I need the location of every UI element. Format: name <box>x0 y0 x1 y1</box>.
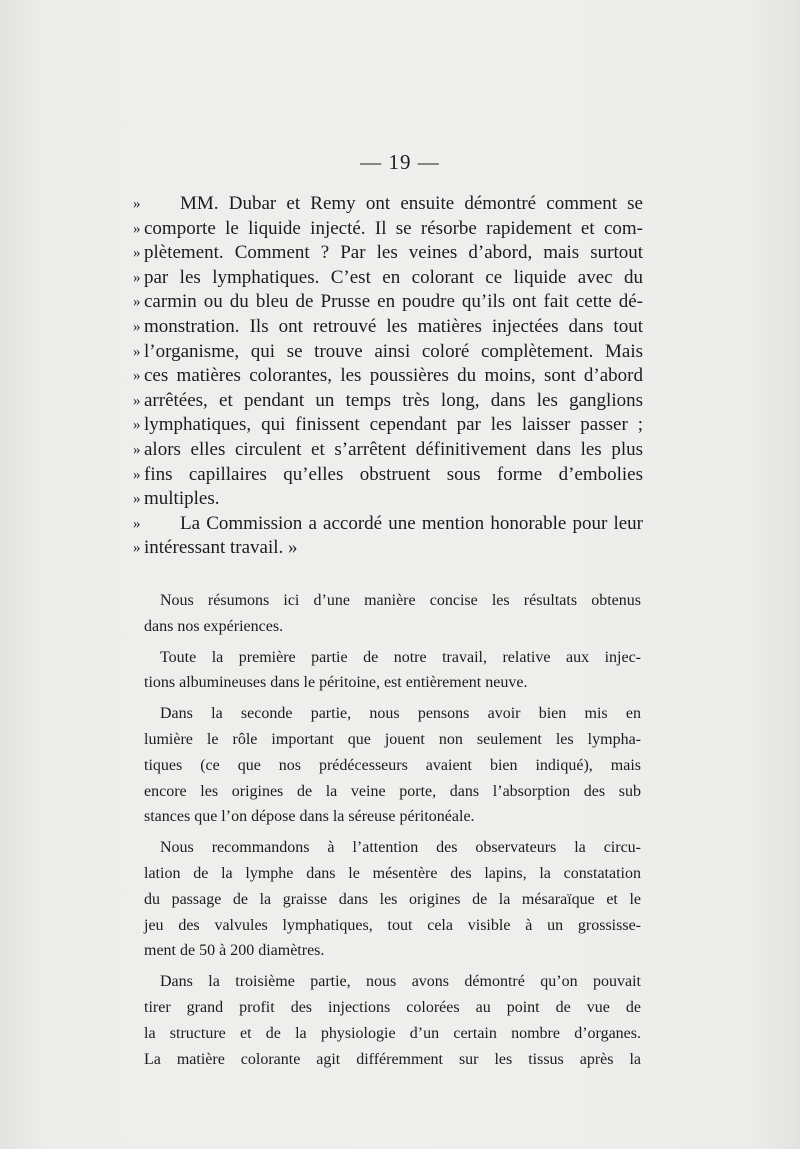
text-line: Dans la troisième partie, nous avons démontré qu’on pouvait <box>160 973 641 991</box>
text-line: Nous résumons ici d’une manière concise les résultats obtenus <box>160 592 641 609</box>
body-text <box>144 588 641 1077</box>
paragraph-third-part <box>144 969 641 1072</box>
text-line: Dans la seconde partie, nous pensons avoir bien mis en <box>160 705 641 723</box>
text-line: tions albumineuses dans le péritoine, est entièrement neuve. <box>144 674 528 692</box>
text-line: encore les origines de la veine porte, dans l’absorption des sub <box>144 782 641 800</box>
text-line: Nous recommandons à l’attention des observateurs la circu- <box>160 839 641 857</box>
quote-line: » La Commission a accordé une mention honorable pour leur <box>133 512 643 537</box>
quote-line: » par les lymphatiques. C’est en colorant ce liquide avec du <box>133 266 643 291</box>
guillemet-mark: » <box>133 343 141 360</box>
quote-line: » fins capillaires qu’elles obstruent sous forme d’embolies <box>133 463 643 488</box>
guillemet-mark: » <box>133 196 141 212</box>
text-line: jeu des valvules lymphatiques, tout cela visible à un grossisse- <box>144 916 641 934</box>
text-line: Toute la première partie de notre travail, relative aux injec- <box>160 648 641 666</box>
guillemet-mark: » <box>133 441 141 458</box>
text-line: stances que l’on dépose dans la séreuse péritonéale. <box>144 808 475 826</box>
quote-line: » lymphatiques, qui finissent cependant par les laisser passer ; <box>133 413 643 438</box>
guillemet-mark: » <box>133 417 141 434</box>
guillemet-mark: » <box>133 392 141 409</box>
paragraph-second-part <box>144 701 641 830</box>
quote-line: » multiples. <box>133 487 643 512</box>
quote-line: » comporte le liquide injecté. Il se résorbe rapidement et com- <box>133 217 643 242</box>
quote-line: » alors elles circulent et s’arrêtent définitivement dans les plus <box>133 438 643 463</box>
text-line: La matière colorante agit différemment sur les tissus après la <box>144 1050 641 1068</box>
paragraph-recommendation <box>144 835 641 964</box>
guillemet-mark: » <box>133 466 141 483</box>
quote-line: » l’organisme, qui se trouve ainsi coloré complètement. Mais <box>133 340 643 365</box>
guillemet-mark: » <box>133 491 141 508</box>
quote-line: » plètement. Comment ? Par les veines d’abord, mais surtout <box>133 241 643 266</box>
page-number: — 19 — <box>360 150 440 174</box>
guillemet-mark: » <box>133 318 141 335</box>
text-line: ment de 50 à 200 diamètres. <box>144 942 325 960</box>
guillemet-mark: » <box>133 245 141 262</box>
text-line: du passage de la graisse dans les origines de la mésaraïque et le <box>144 890 641 908</box>
guillemet-mark: » <box>133 368 141 385</box>
text-line: lumière le rôle important que jouent non seulement les lympha- <box>144 730 641 748</box>
quote-line: » arrêtées, et pendant un temps très long, dans les ganglions <box>133 389 643 414</box>
quote-line: » intéressant travail. » <box>133 536 643 561</box>
quote-line: » carmin ou du bleu de Prusse en poudre qu’ils ont fait cette dé- <box>133 290 643 315</box>
text-line: la structure et de la physiologie d’un certain nombre d’organes. <box>144 1024 641 1042</box>
text-line: lation de la lymphe dans le mésentère des lapins, la constatation <box>144 864 641 882</box>
text-line: tirer grand profit des injections colorées au point de vue de <box>144 998 641 1016</box>
quote-line: » ces matières colorantes, les poussières du moins, sont d’abord <box>133 364 643 389</box>
quoted-commission-report <box>133 192 643 561</box>
paragraph-summary-intro <box>144 588 641 640</box>
guillemet-mark: » <box>133 220 141 237</box>
guillemet-mark: » <box>133 294 141 311</box>
quote-line: » monstration. Ils ont retrouvé les matières injectées dans tout <box>133 315 643 340</box>
text-line: dans nos expériences. <box>144 617 284 635</box>
text-line: tiques (ce que nos prédécesseurs avaient bien indiqué), mais <box>144 756 641 774</box>
paragraph-first-part <box>144 645 641 697</box>
quote-line: » MM. Dubar et Remy ont ensuite démontré comment se <box>133 192 643 217</box>
guillemet-mark: » <box>133 540 141 557</box>
guillemet-mark: » <box>133 515 141 532</box>
guillemet-mark: » <box>133 269 141 286</box>
